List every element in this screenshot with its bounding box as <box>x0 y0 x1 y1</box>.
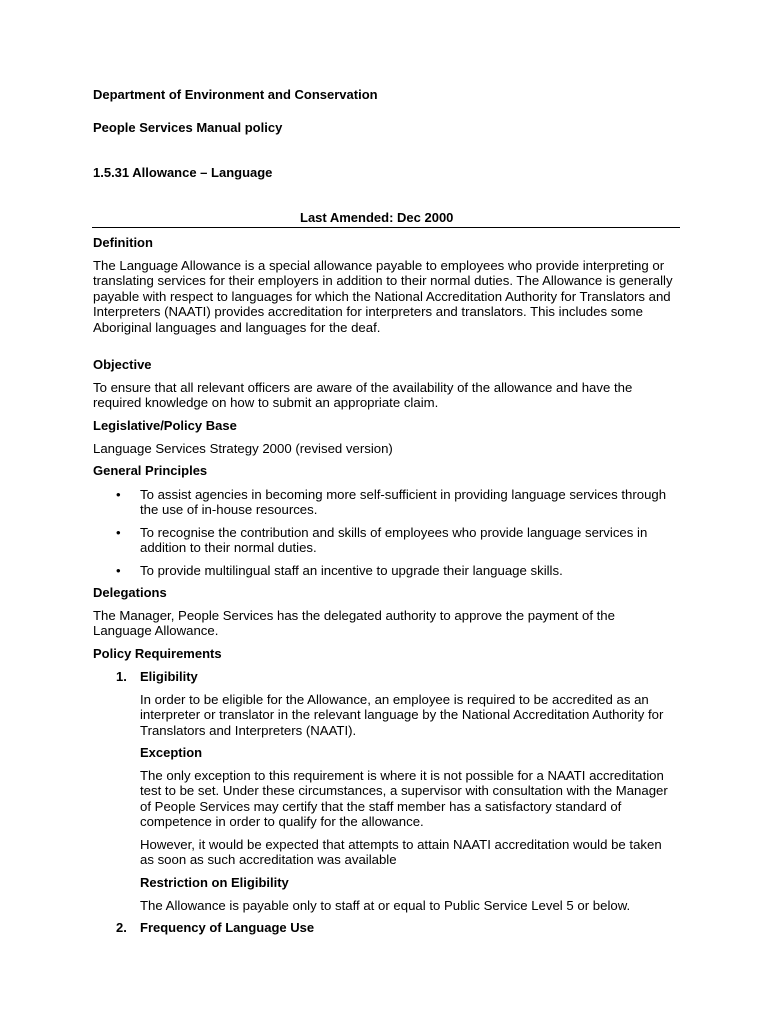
department-name: Department of Environment and Conservation <box>93 87 378 102</box>
policy-requirements-heading: Policy Requirements <box>93 646 222 661</box>
last-amended: Last Amended: Dec 2000 <box>300 210 454 225</box>
definition-heading: Definition <box>93 235 153 250</box>
principle-item: To recognise the contribution and skills of employees who provide language services in addition to their normal duties. <box>140 525 648 556</box>
legislative-heading: Legislative/Policy Base <box>93 418 237 433</box>
however-text: However, it would be expected that attempts to attain NAATI accreditation would be taken as soon as such accreditation was available <box>140 837 662 868</box>
bullet-marker: • <box>116 563 121 578</box>
exception-heading: Exception <box>140 745 203 760</box>
policy-title: 1.5.31 Allowance – Language <box>93 165 273 180</box>
delegations-text: The Manager, People Services has the delegated authority to approve the payment of the Language Allowance. <box>93 608 615 639</box>
header-divider <box>92 227 680 228</box>
bullet-marker: • <box>116 525 121 540</box>
definition-text: The Language Allowance is a special allowance payable to employees who provide interpreting or translating services for their employers in addition to their normal duties. The Allowance is generally payable with respect to languages for which the National Accreditation Authority for Translators and Interpreters (NAATI) provides accreditation for interpreters and translators. This includes some Aboriginal languages and languages for the deaf. <box>93 258 673 335</box>
frequency-heading: Frequency of Language Use <box>140 920 315 935</box>
bullet-marker: • <box>116 487 121 502</box>
requirement-number: 1. <box>116 669 127 684</box>
general-principles-heading: General Principles <box>93 463 208 478</box>
restriction-text: The Allowance is payable only to staff at or equal to Public Service Level 5 or below. <box>140 898 631 913</box>
objective-text: To ensure that all relevant officers are aware of the availability of the allowance and have the required knowledge on how to submit an appropriate claim. <box>93 380 633 411</box>
manual-name: People Services Manual policy <box>93 120 283 135</box>
eligibility-text: In order to be eligible for the Allowance, an employee is required to be accredited as an interpreter or translator in the relevant language by the National Accreditation Authority for Translators and Interpreters (NAATI). <box>140 692 664 738</box>
principle-item: To assist agencies in becoming more self-sufficient in providing language services through the use of in-house resources. <box>140 487 667 518</box>
eligibility-heading: Eligibility <box>140 669 198 684</box>
restriction-heading: Restriction on Eligibility <box>140 875 289 890</box>
requirement-number: 2. <box>116 920 127 935</box>
principle-item: To provide multilingual staff an incentive to upgrade their language skills. <box>140 563 563 578</box>
objective-heading: Objective <box>93 357 152 372</box>
legislative-text: Language Services Strategy 2000 (revised version) <box>93 441 393 456</box>
delegations-heading: Delegations <box>93 585 167 600</box>
exception-text: The only exception to this requirement is where it is not possible for a NAATI accreditation test to be set. Under these circumstances, a supervisor with consultation with the Manager of People Services may certify that the staff member has a satisfactory standard of competence in order to qualify for the allowance. <box>140 768 668 830</box>
